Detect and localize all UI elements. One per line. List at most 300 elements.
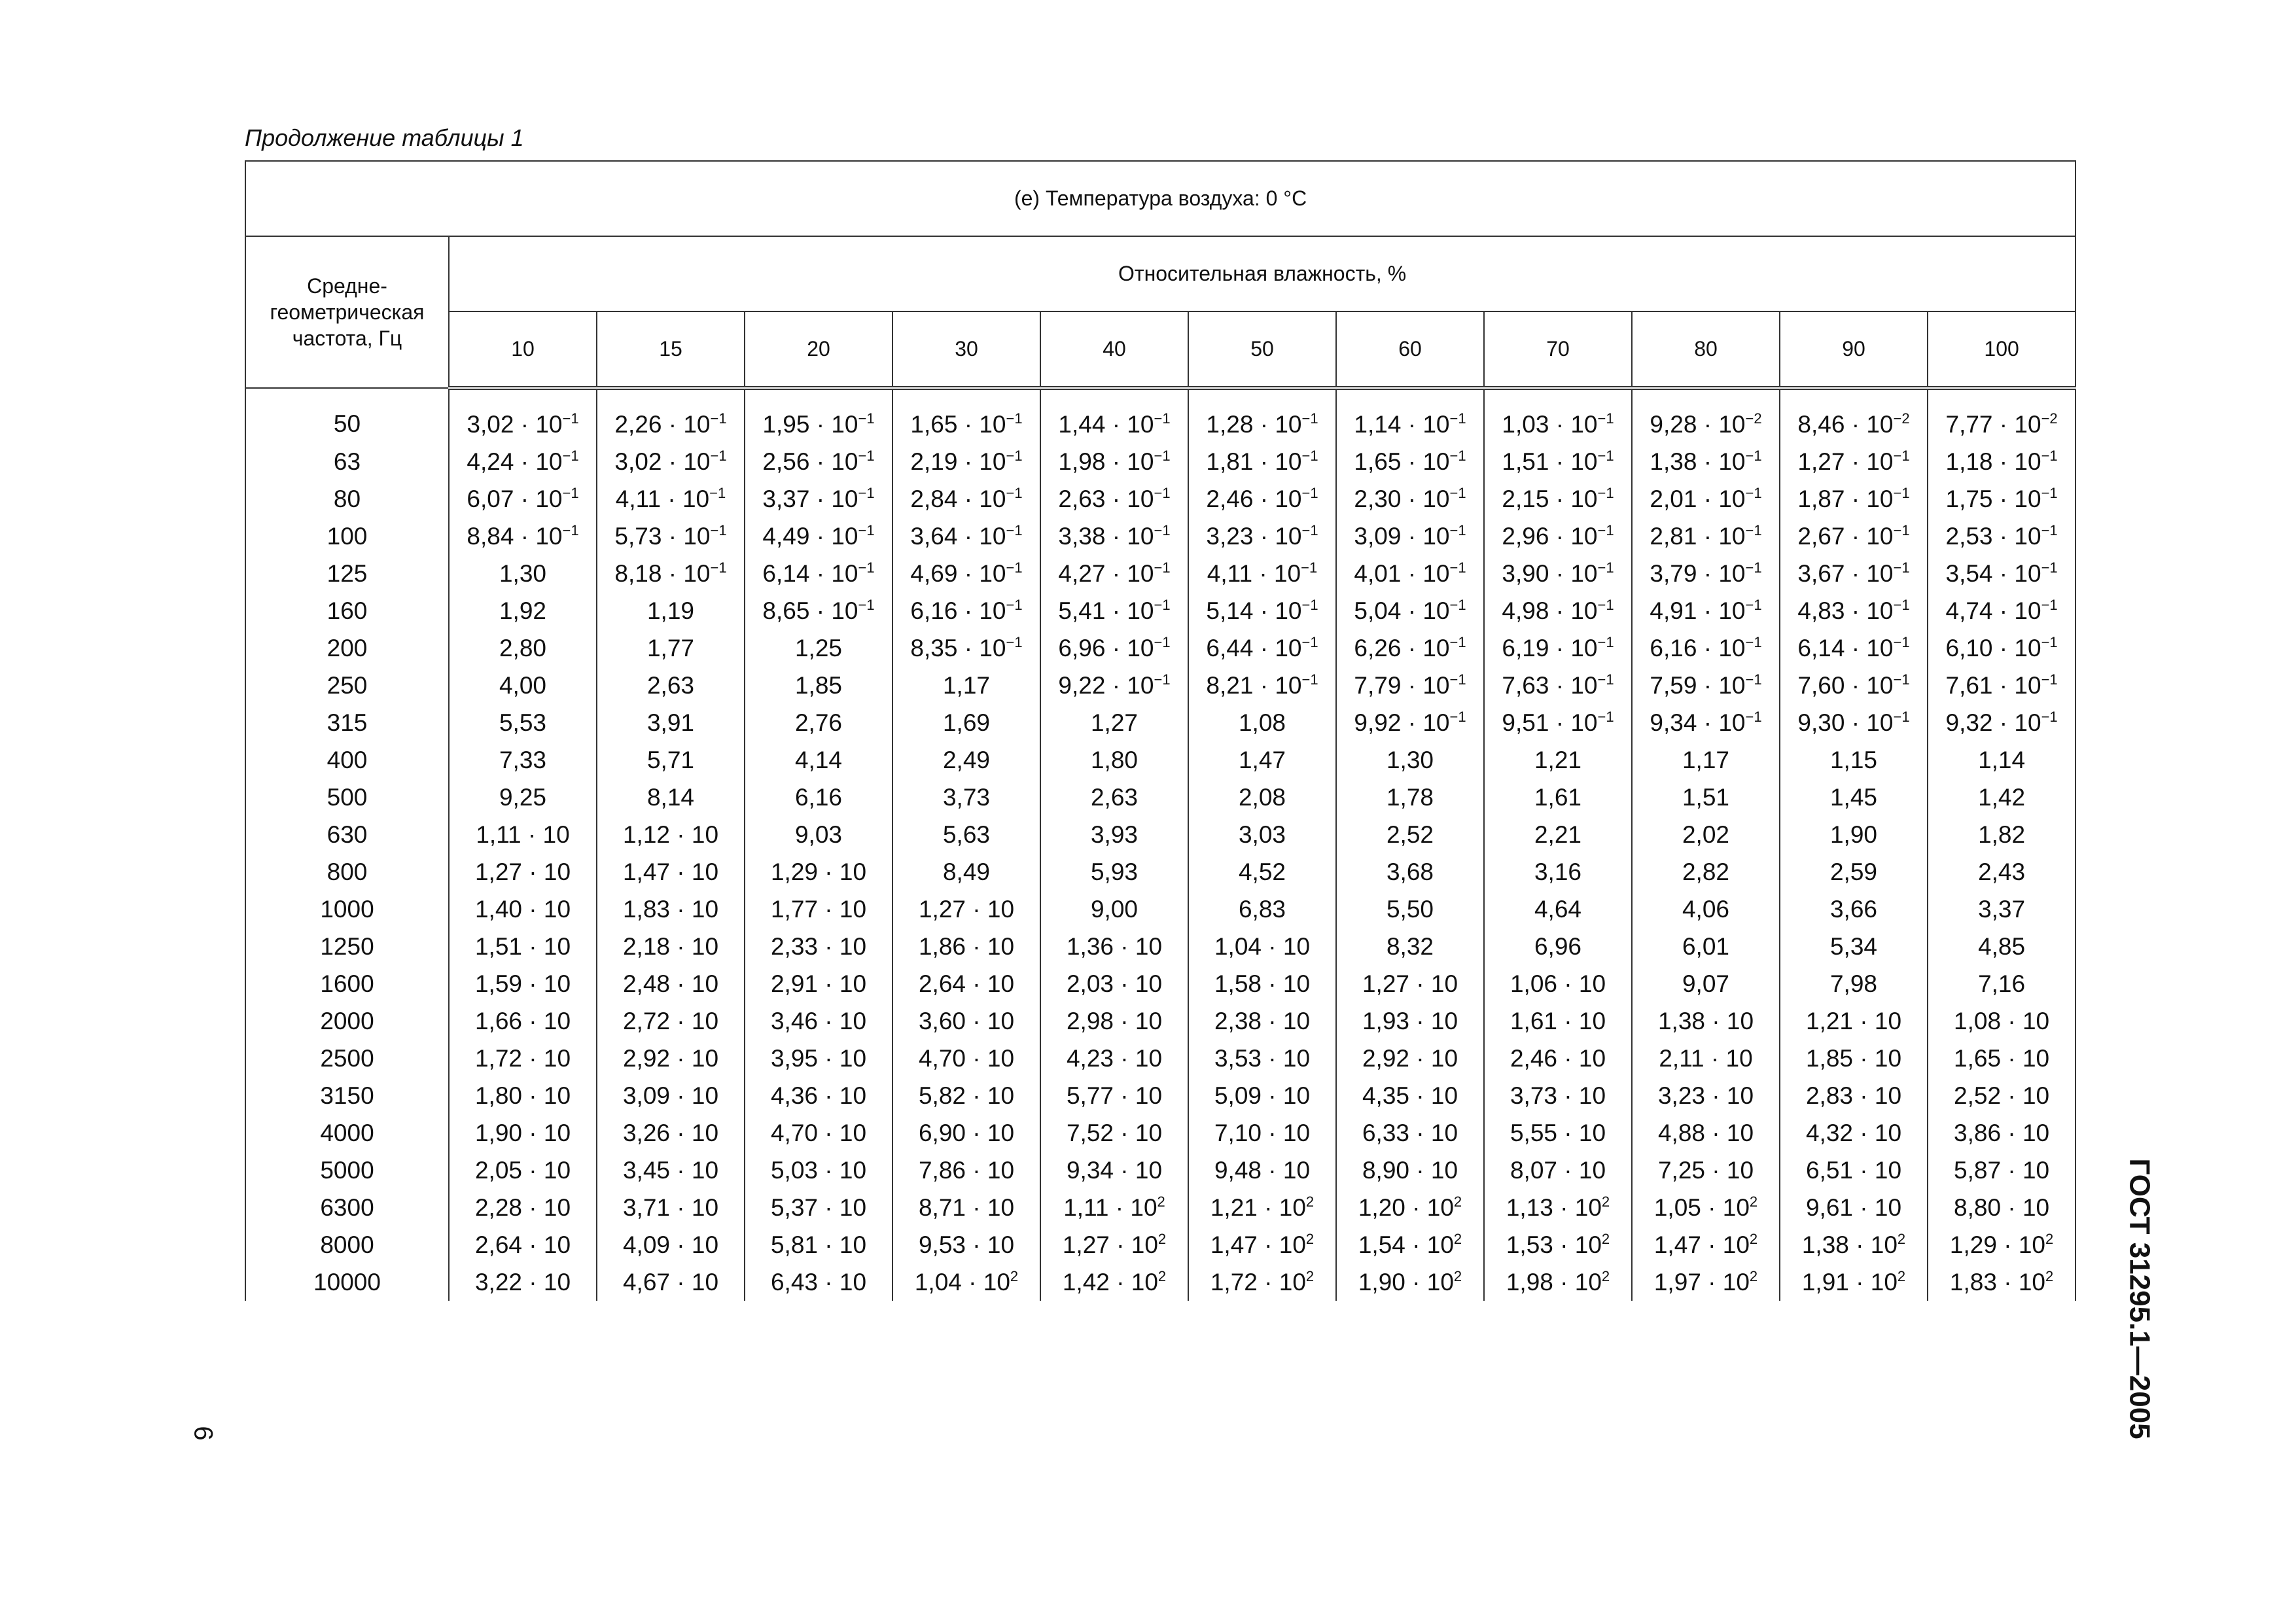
value-cell: $1,90 \cdot 10^2$ <box>1336 1263 1484 1301</box>
value-cell: 1,85 <box>745 667 892 704</box>
value-cell: $8,21 \cdot 10^{-1}$ <box>1188 667 1336 704</box>
value-cell: 5,87 · 10 <box>1928 1152 2075 1189</box>
value-cell: 7,25 · 10 <box>1632 1152 1780 1189</box>
table-row <box>245 592 2075 629</box>
value-cell: 5,81 · 10 <box>745 1226 892 1263</box>
value-cell: $7,77 \cdot 10^{-2}$ <box>1928 388 2075 443</box>
value-cell: 1,27 · 10 <box>1336 965 1484 1002</box>
value-cell: $1,54 \cdot 10^2$ <box>1336 1226 1484 1263</box>
value-cell: $4,69 \cdot 10^{-1}$ <box>892 555 1040 592</box>
value-cell: $6,14 \cdot 10^{-1}$ <box>745 555 892 592</box>
document-code-text: ГОСТ 31295.1—2005 <box>2124 1158 2156 1439</box>
value-cell: $1,27 \cdot 10^2$ <box>1040 1226 1188 1263</box>
value-cell: 3,66 <box>1780 891 1928 928</box>
value-cell: 1,42 <box>1928 779 2075 816</box>
frequency-cell: 6300 <box>245 1189 449 1226</box>
value-cell: $2,67 \cdot 10^{-1}$ <box>1780 518 1928 555</box>
value-cell: $2,30 \cdot 10^{-1}$ <box>1336 480 1484 518</box>
frequency-cell: 400 <box>245 741 449 779</box>
value-cell: 3,37 <box>1928 891 2075 928</box>
value-cell: 2,21 <box>1484 816 1632 853</box>
value-cell: $4,74 \cdot 10^{-1}$ <box>1928 592 2075 629</box>
value-cell: $1,14 \cdot 10^{-1}$ <box>1336 388 1484 443</box>
value-cell: 1,82 <box>1928 816 2075 853</box>
table-row <box>245 443 2075 480</box>
value-cell: 8,07 · 10 <box>1484 1152 1632 1189</box>
value-cell: $6,19 \cdot 10^{-1}$ <box>1484 629 1632 667</box>
value-cell: 3,53 · 10 <box>1188 1040 1336 1077</box>
value-cell: 8,32 <box>1336 928 1484 965</box>
value-cell: $5,73 \cdot 10^{-1}$ <box>597 518 745 555</box>
value-cell: 1,40 · 10 <box>449 891 597 928</box>
value-cell: $2,53 \cdot 10^{-1}$ <box>1928 518 2075 555</box>
value-cell: 4,00 <box>449 667 597 704</box>
value-cell: 4,14 <box>745 741 892 779</box>
value-cell: 8,90 · 10 <box>1336 1152 1484 1189</box>
frequency-cell: 160 <box>245 592 449 629</box>
value-cell: $4,01 \cdot 10^{-1}$ <box>1336 555 1484 592</box>
value-cell: 2,18 · 10 <box>597 928 745 965</box>
value-cell: $2,26 \cdot 10^{-1}$ <box>597 388 745 443</box>
table-row <box>245 388 2075 443</box>
value-cell: 4,36 · 10 <box>745 1077 892 1114</box>
value-cell: 4,70 · 10 <box>892 1040 1040 1077</box>
value-cell: 2,64 · 10 <box>892 965 1040 1002</box>
value-cell: $2,63 \cdot 10^{-1}$ <box>1040 480 1188 518</box>
value-cell: $1,95 \cdot 10^{-1}$ <box>745 388 892 443</box>
value-cell: $1,81 \cdot 10^{-1}$ <box>1188 443 1336 480</box>
value-cell: 8,49 <box>892 853 1040 891</box>
document-code <box>2113 1158 2166 1439</box>
value-cell: 1,90 <box>1780 816 1928 853</box>
value-cell: 1,30 <box>1336 741 1484 779</box>
value-cell: $8,46 \cdot 10^{-2}$ <box>1780 388 1928 443</box>
value-cell: 1,29 · 10 <box>745 853 892 891</box>
value-cell: $8,84 \cdot 10^{-1}$ <box>449 518 597 555</box>
value-cell: $1,13 \cdot 10^2$ <box>1484 1189 1632 1226</box>
value-cell: 7,16 <box>1928 965 2075 1002</box>
value-cell: 9,48 · 10 <box>1188 1152 1336 1189</box>
value-cell: 1,78 <box>1336 779 1484 816</box>
value-cell: 4,23 · 10 <box>1040 1040 1188 1077</box>
value-cell: 2,63 <box>597 667 745 704</box>
value-cell: 5,53 <box>449 704 597 741</box>
value-cell: 2,91 · 10 <box>745 965 892 1002</box>
value-cell: 2,64 · 10 <box>449 1226 597 1263</box>
value-cell: $2,84 \cdot 10^{-1}$ <box>892 480 1040 518</box>
humidity-column-header: 90 <box>1780 311 1928 388</box>
value-cell: 1,61 · 10 <box>1484 1002 1632 1040</box>
value-cell: $9,92 \cdot 10^{-1}$ <box>1336 704 1484 741</box>
value-cell: $1,98 \cdot 10^{-1}$ <box>1040 443 1188 480</box>
value-cell: $6,07 \cdot 10^{-1}$ <box>449 480 597 518</box>
value-cell: $1,03 \cdot 10^{-1}$ <box>1484 388 1632 443</box>
value-cell: 3,73 · 10 <box>1484 1077 1632 1114</box>
frequency-cell: 2500 <box>245 1040 449 1077</box>
humidity-column-header: 70 <box>1484 311 1632 388</box>
value-cell: $4,91 \cdot 10^{-1}$ <box>1632 592 1780 629</box>
frequency-cell: 4000 <box>245 1114 449 1152</box>
value-cell: 1,27 · 10 <box>449 853 597 891</box>
table-row <box>245 480 2075 518</box>
value-cell: 1,27 · 10 <box>892 891 1040 928</box>
value-cell: $1,72 \cdot 10^2$ <box>1188 1263 1336 1301</box>
value-cell: $8,35 \cdot 10^{-1}$ <box>892 629 1040 667</box>
value-cell: $1,21 \cdot 10^2$ <box>1188 1189 1336 1226</box>
value-cell: $1,65 \cdot 10^{-1}$ <box>1336 443 1484 480</box>
value-cell: $3,64 \cdot 10^{-1}$ <box>892 518 1040 555</box>
humidity-column-header: 100 <box>1928 311 2075 388</box>
value-cell: 7,86 · 10 <box>892 1152 1040 1189</box>
humidity-column-header: 40 <box>1040 311 1188 388</box>
value-cell: 2,92 · 10 <box>597 1040 745 1077</box>
value-cell: 1,30 <box>449 555 597 592</box>
table-row <box>245 1077 2075 1114</box>
value-cell: $6,16 \cdot 10^{-1}$ <box>892 592 1040 629</box>
value-cell: 9,53 · 10 <box>892 1226 1040 1263</box>
table-row <box>245 1114 2075 1152</box>
value-cell: $3,37 \cdot 10^{-1}$ <box>745 480 892 518</box>
table-row <box>245 704 2075 741</box>
value-cell: $6,26 \cdot 10^{-1}$ <box>1336 629 1484 667</box>
value-cell: $1,38 \cdot 10^{-1}$ <box>1632 443 1780 480</box>
value-cell: $6,96 \cdot 10^{-1}$ <box>1040 629 1188 667</box>
value-cell: 1,15 <box>1780 741 1928 779</box>
humidity-column-header: 80 <box>1632 311 1780 388</box>
value-cell: 3,46 · 10 <box>745 1002 892 1040</box>
value-cell: 2,11 · 10 <box>1632 1040 1780 1077</box>
value-cell: $1,38 \cdot 10^2$ <box>1780 1226 1928 1263</box>
value-cell: $9,51 \cdot 10^{-1}$ <box>1484 704 1632 741</box>
value-cell: 4,88 · 10 <box>1632 1114 1780 1152</box>
value-cell: 5,03 · 10 <box>745 1152 892 1189</box>
value-cell: 6,43 · 10 <box>745 1263 892 1301</box>
value-cell: $2,19 \cdot 10^{-1}$ <box>892 443 1040 480</box>
table-row <box>245 518 2075 555</box>
value-cell: 5,71 <box>597 741 745 779</box>
value-cell: 6,01 <box>1632 928 1780 965</box>
value-cell: 2,59 <box>1780 853 1928 891</box>
humidity-column-header: 30 <box>892 311 1040 388</box>
value-cell: $7,61 \cdot 10^{-1}$ <box>1928 667 2075 704</box>
frequency-cell: 800 <box>245 853 449 891</box>
humidity-column-header: 10 <box>449 311 597 388</box>
humidity-column-header: 50 <box>1188 311 1336 388</box>
frequency-cell: 63 <box>245 443 449 480</box>
value-cell: 9,03 <box>745 816 892 853</box>
value-cell: 1,58 · 10 <box>1188 965 1336 1002</box>
frequency-column-header: Средне-геометрическая частота, Гц <box>245 236 449 388</box>
value-cell: $2,56 \cdot 10^{-1}$ <box>745 443 892 480</box>
table-row <box>245 741 2075 779</box>
table-row <box>245 1263 2075 1301</box>
value-cell: 5,55 · 10 <box>1484 1114 1632 1152</box>
value-cell: 3,23 · 10 <box>1632 1077 1780 1114</box>
value-cell: $4,27 \cdot 10^{-1}$ <box>1040 555 1188 592</box>
frequency-cell: 630 <box>245 816 449 853</box>
frequency-cell: 500 <box>245 779 449 816</box>
frequency-cell: 100 <box>245 518 449 555</box>
value-cell: $4,24 \cdot 10^{-1}$ <box>449 443 597 480</box>
value-cell: 4,64 <box>1484 891 1632 928</box>
value-cell: $1,20 \cdot 10^2$ <box>1336 1189 1484 1226</box>
value-cell: $9,28 \cdot 10^{-2}$ <box>1632 388 1780 443</box>
value-cell: 7,52 · 10 <box>1040 1114 1188 1152</box>
value-cell: $3,02 \cdot 10^{-1}$ <box>597 443 745 480</box>
value-cell: 2,46 · 10 <box>1484 1040 1632 1077</box>
value-cell: 1,25 <box>745 629 892 667</box>
value-cell: $1,53 \cdot 10^2$ <box>1484 1226 1632 1263</box>
value-cell: $4,49 \cdot 10^{-1}$ <box>745 518 892 555</box>
value-cell: 1,77 <box>597 629 745 667</box>
value-cell: 2,52 · 10 <box>1928 1077 2075 1114</box>
value-cell: 3,26 · 10 <box>597 1114 745 1152</box>
value-cell: $2,81 \cdot 10^{-1}$ <box>1632 518 1780 555</box>
value-cell: $1,47 \cdot 10^2$ <box>1632 1226 1780 1263</box>
value-cell: $1,91 \cdot 10^2$ <box>1780 1263 1928 1301</box>
frequency-cell: 2000 <box>245 1002 449 1040</box>
value-cell: 1,47 · 10 <box>597 853 745 891</box>
value-cell: 3,68 <box>1336 853 1484 891</box>
value-cell: 7,10 · 10 <box>1188 1114 1336 1152</box>
value-cell: 2,76 <box>745 704 892 741</box>
value-cell: $6,10 \cdot 10^{-1}$ <box>1928 629 2075 667</box>
frequency-cell: 1250 <box>245 928 449 965</box>
value-cell: 9,00 <box>1040 891 1188 928</box>
value-cell: $1,65 \cdot 10^{-1}$ <box>892 388 1040 443</box>
value-cell: 5,82 · 10 <box>892 1077 1040 1114</box>
page-number <box>190 1413 216 1453</box>
frequency-cell: 50 <box>245 388 449 443</box>
value-cell: 2,28 · 10 <box>449 1189 597 1226</box>
table-row <box>245 853 2075 891</box>
value-cell: $4,83 \cdot 10^{-1}$ <box>1780 592 1928 629</box>
value-cell: 9,61 · 10 <box>1780 1189 1928 1226</box>
value-cell: 2,38 · 10 <box>1188 1002 1336 1040</box>
value-cell: 1,27 <box>1040 704 1188 741</box>
table-row <box>245 891 2075 928</box>
table-row <box>245 1040 2075 1077</box>
value-cell: 1,21 · 10 <box>1780 1002 1928 1040</box>
attenuation-table <box>245 160 2076 1301</box>
value-cell: 1,08 <box>1188 704 1336 741</box>
value-cell: 3,86 · 10 <box>1928 1114 2075 1152</box>
value-cell: 1,85 · 10 <box>1780 1040 1928 1077</box>
value-cell: $1,44 \cdot 10^{-1}$ <box>1040 388 1188 443</box>
value-cell: 5,34 <box>1780 928 1928 965</box>
value-cell: 1,19 <box>597 592 745 629</box>
table-row <box>245 779 2075 816</box>
frequency-cell: 5000 <box>245 1152 449 1189</box>
value-cell: $3,23 \cdot 10^{-1}$ <box>1188 518 1336 555</box>
frequency-cell: 1000 <box>245 891 449 928</box>
table-row <box>245 1002 2075 1040</box>
value-cell: 6,16 <box>745 779 892 816</box>
value-cell: 2,80 <box>449 629 597 667</box>
value-cell: 1,77 · 10 <box>745 891 892 928</box>
value-cell: 1,47 <box>1188 741 1336 779</box>
value-cell: 6,51 · 10 <box>1780 1152 1928 1189</box>
value-cell: 2,08 <box>1188 779 1336 816</box>
value-cell: $1,28 \cdot 10^{-1}$ <box>1188 388 1336 443</box>
value-cell: 8,80 · 10 <box>1928 1189 2075 1226</box>
value-cell: 2,05 · 10 <box>449 1152 597 1189</box>
value-cell: $9,34 \cdot 10^{-1}$ <box>1632 704 1780 741</box>
value-cell: $3,90 \cdot 10^{-1}$ <box>1484 555 1632 592</box>
value-cell: 1,61 <box>1484 779 1632 816</box>
value-cell: $2,01 \cdot 10^{-1}$ <box>1632 480 1780 518</box>
value-cell: 2,33 · 10 <box>745 928 892 965</box>
value-cell: 5,77 · 10 <box>1040 1077 1188 1114</box>
value-cell: 9,25 <box>449 779 597 816</box>
value-cell: 4,09 · 10 <box>597 1226 745 1263</box>
value-cell: 1,80 <box>1040 741 1188 779</box>
table-caption: Продолжение таблицы 1 <box>245 124 524 151</box>
value-cell: $7,79 \cdot 10^{-1}$ <box>1336 667 1484 704</box>
value-cell: $3,02 \cdot 10^{-1}$ <box>449 388 597 443</box>
value-cell: 1,80 · 10 <box>449 1077 597 1114</box>
value-cell: $4,11 \cdot 10^{-1}$ <box>1188 555 1336 592</box>
value-cell: $5,41 \cdot 10^{-1}$ <box>1040 592 1188 629</box>
value-cell: $2,15 \cdot 10^{-1}$ <box>1484 480 1632 518</box>
value-cell: $3,09 \cdot 10^{-1}$ <box>1336 518 1484 555</box>
value-cell: 1,06 · 10 <box>1484 965 1632 1002</box>
value-cell: $1,51 \cdot 10^{-1}$ <box>1484 443 1632 480</box>
value-cell: $9,22 \cdot 10^{-1}$ <box>1040 667 1188 704</box>
value-cell: 1,51 <box>1632 779 1780 816</box>
value-cell: 1,90 · 10 <box>449 1114 597 1152</box>
frequency-cell: 1600 <box>245 965 449 1002</box>
value-cell: $7,63 \cdot 10^{-1}$ <box>1484 667 1632 704</box>
value-cell: 1,14 <box>1928 741 2075 779</box>
value-cell: 5,93 <box>1040 853 1188 891</box>
value-cell: 4,85 <box>1928 928 2075 965</box>
value-cell: 4,70 · 10 <box>745 1114 892 1152</box>
frequency-cell: 250 <box>245 667 449 704</box>
value-cell: 3,03 <box>1188 816 1336 853</box>
value-cell: $2,96 \cdot 10^{-1}$ <box>1484 518 1632 555</box>
value-cell: 3,95 · 10 <box>745 1040 892 1077</box>
value-cell: $3,79 \cdot 10^{-1}$ <box>1632 555 1780 592</box>
value-cell: 3,91 <box>597 704 745 741</box>
value-cell: 1,65 · 10 <box>1928 1040 2075 1077</box>
value-cell: 1,17 <box>1632 741 1780 779</box>
value-cell: $8,65 \cdot 10^{-1}$ <box>745 592 892 629</box>
value-cell: 1,12 · 10 <box>597 816 745 853</box>
value-cell: $6,14 \cdot 10^{-1}$ <box>1780 629 1928 667</box>
value-cell: 6,90 · 10 <box>892 1114 1040 1152</box>
value-cell: 1,83 · 10 <box>597 891 745 928</box>
value-cell: 3,09 · 10 <box>597 1077 745 1114</box>
frequency-cell: 8000 <box>245 1226 449 1263</box>
frequency-cell: 315 <box>245 704 449 741</box>
table-row <box>245 629 2075 667</box>
value-cell: 5,09 · 10 <box>1188 1077 1336 1114</box>
table-row <box>245 1152 2075 1189</box>
value-cell: 8,71 · 10 <box>892 1189 1040 1226</box>
value-cell: 1,04 · 10 <box>1188 928 1336 965</box>
value-cell: 1,08 · 10 <box>1928 1002 2075 1040</box>
value-cell: 2,98 · 10 <box>1040 1002 1188 1040</box>
value-cell: $1,27 \cdot 10^{-1}$ <box>1780 443 1928 480</box>
value-cell: 3,71 · 10 <box>597 1189 745 1226</box>
value-cell: 2,63 <box>1040 779 1188 816</box>
value-cell: 2,02 <box>1632 816 1780 853</box>
value-cell: $1,87 \cdot 10^{-1}$ <box>1780 480 1928 518</box>
value-cell: 8,14 <box>597 779 745 816</box>
value-cell: 3,45 · 10 <box>597 1152 745 1189</box>
table-row <box>245 1226 2075 1263</box>
value-cell: 5,50 <box>1336 891 1484 928</box>
frequency-cell: 200 <box>245 629 449 667</box>
value-cell: 1,51 · 10 <box>449 928 597 965</box>
value-cell: 1,69 <box>892 704 1040 741</box>
value-cell: 7,98 <box>1780 965 1928 1002</box>
table-row <box>245 667 2075 704</box>
value-cell: $1,83 \cdot 10^2$ <box>1928 1263 2075 1301</box>
value-cell: 1,21 <box>1484 741 1632 779</box>
humidity-column-header: 60 <box>1336 311 1484 388</box>
value-cell: $9,30 \cdot 10^{-1}$ <box>1780 704 1928 741</box>
value-cell: 2,48 · 10 <box>597 965 745 1002</box>
value-cell: $1,47 \cdot 10^2$ <box>1188 1226 1336 1263</box>
value-cell: 1,86 · 10 <box>892 928 1040 965</box>
table-row <box>245 816 2075 853</box>
value-cell: $4,98 \cdot 10^{-1}$ <box>1484 592 1632 629</box>
value-cell: 2,03 · 10 <box>1040 965 1188 1002</box>
frequency-cell: 10000 <box>245 1263 449 1301</box>
value-cell: 6,96 <box>1484 928 1632 965</box>
table-row <box>245 928 2075 965</box>
table-row <box>245 555 2075 592</box>
value-cell: $8,18 \cdot 10^{-1}$ <box>597 555 745 592</box>
value-cell: 1,11 · 10 <box>449 816 597 853</box>
value-cell: $5,14 \cdot 10^{-1}$ <box>1188 592 1336 629</box>
humidity-column-header: 15 <box>597 311 745 388</box>
value-cell: 1,36 · 10 <box>1040 928 1188 965</box>
value-cell: $1,11 \cdot 10^2$ <box>1040 1189 1188 1226</box>
value-cell: $1,97 \cdot 10^2$ <box>1632 1263 1780 1301</box>
frequency-cell: 3150 <box>245 1077 449 1114</box>
value-cell: $1,05 \cdot 10^2$ <box>1632 1189 1780 1226</box>
value-cell: $3,67 \cdot 10^{-1}$ <box>1780 555 1928 592</box>
value-cell: 5,37 · 10 <box>745 1189 892 1226</box>
value-cell: 4,67 · 10 <box>597 1263 745 1301</box>
table-row <box>245 1189 2075 1226</box>
value-cell: 1,72 · 10 <box>449 1040 597 1077</box>
value-cell: 4,32 · 10 <box>1780 1114 1928 1152</box>
value-cell: 3,16 <box>1484 853 1632 891</box>
table-row <box>245 965 2075 1002</box>
value-cell: $1,42 \cdot 10^2$ <box>1040 1263 1188 1301</box>
frequency-cell: 80 <box>245 480 449 518</box>
value-cell: 1,17 <box>892 667 1040 704</box>
value-cell: $6,44 \cdot 10^{-1}$ <box>1188 629 1336 667</box>
value-cell: 6,33 · 10 <box>1336 1114 1484 1152</box>
value-cell: 3,73 <box>892 779 1040 816</box>
value-cell: 4,52 <box>1188 853 1336 891</box>
value-cell: $1,98 \cdot 10^2$ <box>1484 1263 1632 1301</box>
value-cell: 1,38 · 10 <box>1632 1002 1780 1040</box>
value-cell: $6,16 \cdot 10^{-1}$ <box>1632 629 1780 667</box>
value-cell: $1,29 \cdot 10^2$ <box>1928 1226 2075 1263</box>
value-cell: 4,06 <box>1632 891 1780 928</box>
value-cell: 2,49 <box>892 741 1040 779</box>
value-cell: 1,92 <box>449 592 597 629</box>
value-cell: 1,45 <box>1780 779 1928 816</box>
value-cell: 2,52 <box>1336 816 1484 853</box>
value-cell: 4,35 · 10 <box>1336 1077 1484 1114</box>
